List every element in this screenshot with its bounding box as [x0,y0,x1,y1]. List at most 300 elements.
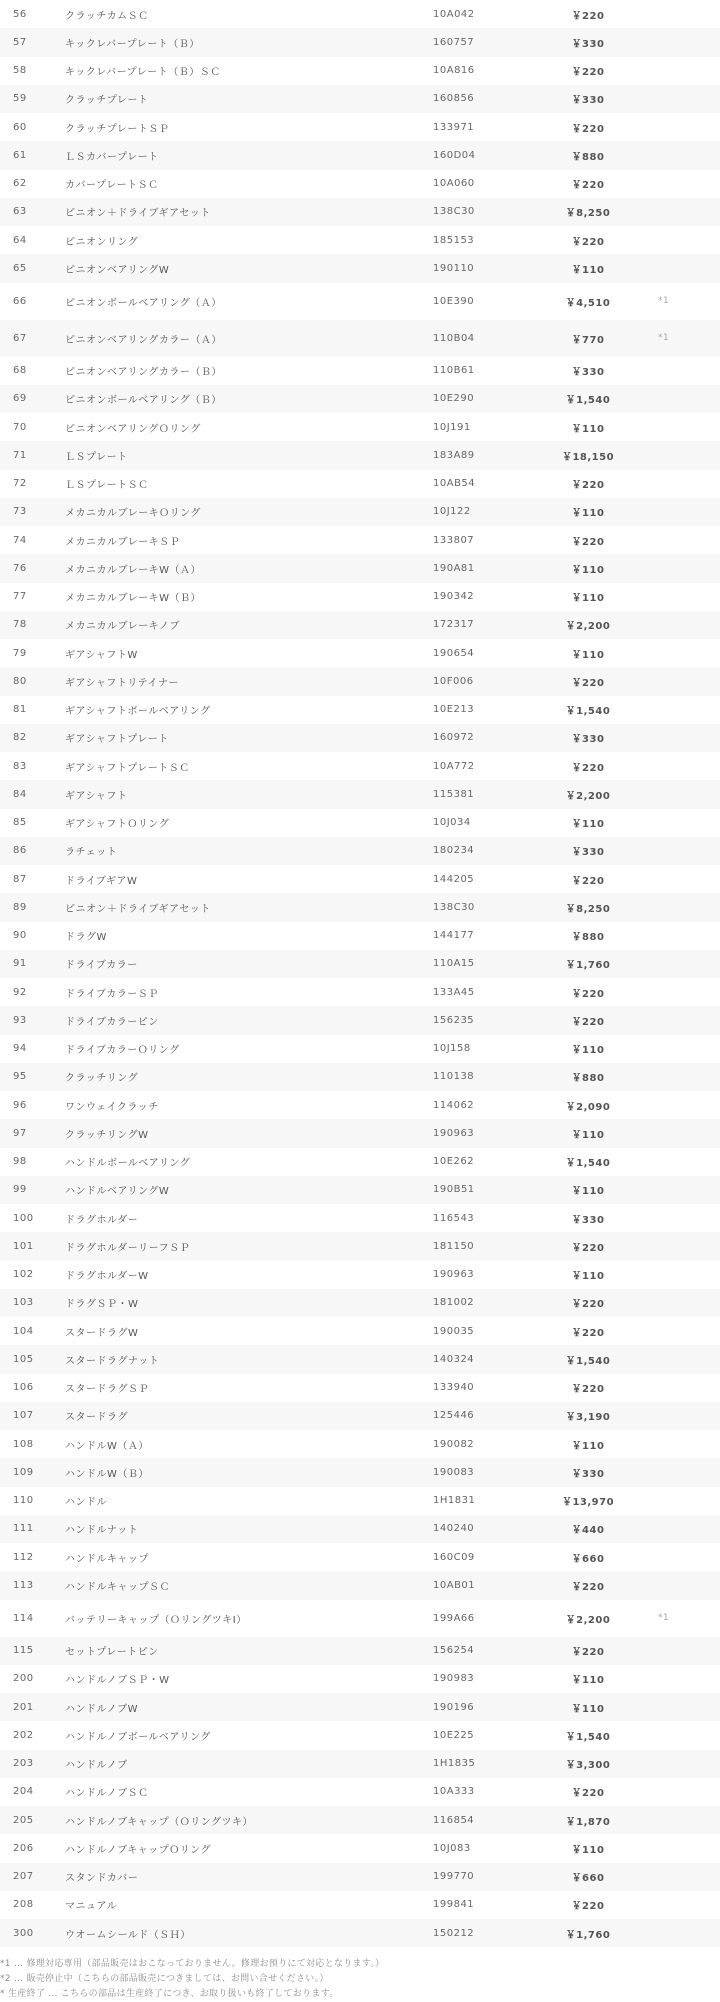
part-name: ドラグホルダーリーフＳＰ [65,1232,433,1260]
table-row [0,141,720,169]
part-code: 1H1831 [433,1495,476,1507]
part-number: 57 [0,28,65,56]
footnote: *1 … 修理対応専用（部品販売はおこなっておりません。修理お預りにて対応となります。） [0,1959,385,1970]
part-note [638,1515,720,1543]
part-code: 110138 [433,1063,538,1091]
part-price: ￥660 [571,1553,605,1565]
table-row [0,1176,720,1204]
part-number: 90 [13,930,27,942]
part-note [638,724,720,752]
part-code: 160D04 [433,141,538,169]
part-price: ￥110 [571,423,605,435]
part-number: 85 [13,817,27,829]
part-number: 109 [0,1458,65,1486]
part-name: クラッチリングW [65,1119,433,1147]
part-code: 110A15 [433,950,538,978]
part-number: 98 [13,1156,27,1168]
part-code: 190196 [433,1693,538,1721]
part-note [638,470,720,498]
part-code: 190342 [433,591,475,603]
part-note [638,1232,720,1260]
part-price: ￥220 [538,1637,638,1665]
part-price: ￥110 [538,498,638,526]
part-name: ドラグW [65,932,107,944]
part-price: ￥8,250 [538,198,638,226]
part-price: ￥220 [571,875,605,887]
part-code: 10A333 [433,1786,475,1798]
part-name: ピニオンボールベアリング（Ａ） [65,297,222,309]
part-name: ドライブカラーピン [65,1006,433,1034]
part-code: 10F006 [433,667,538,695]
part-name: ハンドルノブＳＣ [65,1788,149,1800]
part-number: 200 [13,1673,34,1685]
part-code: 190963 [433,1119,538,1147]
table-row [0,1863,720,1891]
part-name: ハンドルナット [65,1515,433,1543]
part-note [638,1119,720,1147]
table-row [0,752,720,780]
part-note: *1 [658,1613,670,1623]
part-name: ＬＳカバープレート [65,141,433,169]
part-price: ￥220 [538,667,638,695]
part-number: 74 [13,534,27,546]
part-name: スタードラグＳＰ [65,1384,149,1396]
table-row [0,1317,720,1345]
part-name: キックレバープレート（Ｂ）ＳＣ [65,67,221,79]
part-number: 112 [13,1551,34,1563]
part-name: ピニオンベアリングカラー（Ｂ） [65,367,222,379]
footnotes [0,1947,720,2002]
part-code: 10J122 [433,498,538,526]
part-price: ￥110 [571,1045,605,1057]
part-price: ￥440 [538,1515,638,1543]
table-row [0,357,720,385]
part-code: 190B51 [433,1176,538,1204]
part-number: 61 [0,141,65,169]
part-code: 185153 [433,234,475,246]
part-note [638,1693,720,1721]
table-row [0,198,720,226]
table-row [0,1487,720,1515]
part-price: ￥110 [571,819,605,831]
table-row [0,696,720,724]
part-number: 206 [13,1842,34,1854]
part-number: 60 [13,121,27,133]
part-code: 190082 [433,1438,475,1450]
part-note [638,441,720,469]
part-price: ￥220 [571,762,605,774]
part-price: ￥1,540 [538,385,638,413]
part-note [638,1863,720,1891]
part-name: ピニオンベアリングW [65,254,433,282]
part-price: ￥220 [571,988,605,1000]
part-note [638,809,720,837]
table-row [0,1834,720,1862]
part-number: 77 [13,591,27,603]
part-code: 10E290 [433,385,538,413]
table-row [0,1091,720,1119]
part-note [638,978,720,1006]
part-price: ￥2,200 [538,611,638,639]
table-row [0,1374,720,1402]
table-row [0,1204,720,1232]
part-note [638,526,720,554]
table-row [0,1006,720,1034]
part-number: 101 [0,1232,65,1260]
part-name: カバープレートＳＣ [65,180,159,192]
part-name: ワンウェイクラッチ [65,1101,159,1113]
table-row [0,1119,720,1147]
part-price: ￥220 [571,1384,605,1396]
part-price: ￥220 [571,10,605,22]
table-row [0,1637,720,1665]
table-row [0,865,720,893]
part-note [638,413,720,441]
part-price: ￥220 [571,480,605,492]
table-row [0,1232,720,1260]
part-number: 68 [13,365,27,377]
part-name: ドライブカラーＳＰ [65,988,159,1000]
table-row [0,1571,720,1599]
part-note [638,85,720,113]
part-note [638,950,720,978]
part-number: 205 [0,1806,65,1834]
part-name: ハンドルノブキャップＯリング [65,1844,211,1856]
table-row [0,554,720,582]
table-row [0,809,720,837]
table-row [0,526,720,554]
part-note [638,57,720,85]
part-code: 10A060 [433,178,475,190]
table-row [0,1806,720,1834]
part-number: 95 [0,1063,65,1091]
part-name: クラッチプレートＳＰ [65,123,170,135]
part-code: 133971 [433,121,475,133]
part-code: 10AB54 [433,478,476,490]
table-row [0,28,720,56]
part-note [638,837,720,865]
table-row [0,1543,720,1571]
part-name: スタードラグ [65,1402,433,1430]
part-number: 111 [0,1515,65,1543]
part-code: 10A042 [433,8,475,20]
part-name: メカニカルブレーキノブ [65,611,433,639]
part-note [638,113,720,141]
part-note [638,1806,720,1834]
part-number: 110 [13,1495,34,1507]
part-note [638,1571,720,1599]
part-code: 160757 [433,28,538,56]
part-price: ￥1,760 [538,950,638,978]
table-row [0,1721,720,1749]
part-name: ギアシャフトプレートＳＣ [65,762,190,774]
part-price: ￥220 [571,1901,605,1913]
part-name: クラッチリング [65,1063,433,1091]
part-note [638,1721,720,1749]
part-code: 180234 [433,837,538,865]
table-row [0,85,720,113]
part-note [638,639,720,667]
table-row [0,922,720,950]
part-price: ￥8,250 [538,893,638,921]
part-price: ￥2,200 [565,1614,611,1626]
part-name: ドライブカラーＯリング [65,1045,180,1057]
part-price: ￥220 [571,1788,605,1800]
part-price: ￥1,540 [538,1345,638,1373]
part-note: *1 [638,320,720,357]
part-number: 105 [0,1345,65,1373]
part-name: ギアシャフト [65,780,433,808]
part-name: ハンドルノブキャップ（Ｏリングツキ） [65,1806,433,1834]
part-code: 181002 [433,1289,538,1317]
part-code: 10E390 [433,295,475,307]
part-code: 190983 [433,1673,475,1685]
part-name: ＬＳプレートＳＣ [65,480,149,492]
part-note [638,28,720,56]
part-price: ￥880 [571,932,605,944]
part-price: ￥330 [538,85,638,113]
part-note [638,0,720,28]
part-note [638,1919,720,1947]
part-price: ￥220 [538,1006,638,1034]
part-number: 113 [0,1571,65,1599]
part-code: 199A66 [433,1612,475,1624]
table-row [0,441,720,469]
part-number: 84 [0,780,65,808]
part-price: ￥110 [571,593,605,605]
part-price: ￥3,300 [538,1750,638,1778]
table-row [0,1402,720,1430]
part-code: 140324 [433,1345,538,1373]
part-number: 78 [0,611,65,639]
part-note [638,1665,720,1693]
part-number: 102 [13,1269,34,1281]
part-price: ￥330 [538,724,638,752]
part-price: ￥660 [538,1863,638,1891]
part-code: 144205 [433,873,475,885]
part-price: ￥110 [538,1693,638,1721]
part-code: 10J034 [433,817,471,829]
part-note: *1 [658,296,670,306]
part-number: 62 [13,178,27,190]
part-number: 104 [13,1325,34,1337]
part-price: ￥13,970 [561,1497,615,1509]
part-price: ￥770 [538,320,638,357]
part-code: 10E262 [433,1156,475,1168]
part-number: 106 [13,1382,34,1394]
part-price: ￥330 [571,367,605,379]
part-number: 94 [13,1043,27,1055]
table-row [0,413,720,441]
part-number: 107 [0,1402,65,1430]
table-row [0,639,720,667]
part-price: ￥220 [571,236,605,248]
table-row [0,1458,720,1486]
part-name: メカニカルブレーキＳＰ [65,536,181,548]
part-note [638,1778,720,1806]
table-row [0,1919,720,1947]
table-row [0,1035,720,1063]
part-price: ￥1,540 [565,1731,611,1743]
part-price: ￥330 [538,1458,638,1486]
part-note [638,1637,720,1665]
part-name: ハンドルボールベアリング [65,1158,191,1170]
part-code: 156235 [433,1006,538,1034]
part-number: 70 [13,421,27,433]
part-price: ￥330 [538,837,638,865]
part-name: ハンドルキャップＳＣ [65,1571,433,1599]
table-row [0,170,720,198]
part-number: 115 [0,1637,65,1665]
part-code: 138C30 [433,198,538,226]
part-code: 190963 [433,1269,475,1281]
part-name: ギアシャフトW [65,649,138,661]
table-row [0,1261,720,1289]
part-code: 160856 [433,85,538,113]
part-name: ウオームシールド（ＳＨ） [65,1919,433,1947]
part-price: ￥220 [571,180,605,192]
part-note [638,865,720,893]
part-name: ＬＳプレート [65,441,433,469]
part-note [638,1006,720,1034]
part-number: 76 [0,554,65,582]
part-code: 190035 [433,1325,475,1337]
table-row [0,1345,720,1373]
part-note [638,357,720,385]
part-note [638,1402,720,1430]
part-name: ギアシャフトプレート [65,724,433,752]
table-row [0,283,720,320]
part-number: 80 [0,667,65,695]
part-number: 79 [13,647,27,659]
part-note [638,583,720,611]
part-note [638,1458,720,1486]
part-name: ドライブギアW [65,875,138,887]
part-code: 150212 [433,1919,538,1947]
part-price: ￥220 [571,67,605,79]
part-note [638,1261,720,1289]
part-name: ドラグＳＰ・W [65,1289,433,1317]
part-name: バッテリーキャップ（ＯリングツキI） [65,1614,247,1626]
part-code: 156254 [433,1637,538,1665]
part-code: 144177 [433,930,475,942]
table-row [0,1665,720,1693]
part-code: 199841 [433,1899,475,1911]
table-row [0,1600,720,1637]
part-name: スタンドカバー [65,1863,433,1891]
part-name: マニュアル [65,1901,118,1913]
part-code: 1H1835 [433,1750,538,1778]
part-code: 115381 [433,780,538,808]
part-name: ハンドルノブ [65,1750,433,1778]
part-price: ￥330 [571,1214,605,1226]
part-code: 160972 [433,724,538,752]
part-number: 65 [0,254,65,282]
table-row [0,320,720,357]
table-row [0,226,720,254]
part-number: 87 [13,873,27,885]
part-price: ￥18,150 [538,441,638,469]
part-number: 204 [13,1786,34,1798]
part-number: 202 [13,1729,34,1741]
part-note [638,1176,720,1204]
part-price: ￥110 [538,1119,638,1147]
part-code: 10AB01 [433,1571,538,1599]
part-number: 207 [0,1863,65,1891]
table-row [0,893,720,921]
part-name: メカニカルブレーキW（Ｂ） [65,593,201,605]
part-code: 114062 [433,1099,475,1111]
part-code: 10E225 [433,1729,475,1741]
part-name: キックレバープレート（Ｂ） [65,28,433,56]
part-note [638,226,720,254]
part-note [638,1035,720,1063]
part-note [638,198,720,226]
part-number: 114 [13,1612,34,1624]
part-note [638,1430,720,1458]
part-price: ￥110 [538,554,638,582]
part-code: 10J191 [433,421,471,433]
table-row [0,1778,720,1806]
part-name: ドライブカラー [65,950,433,978]
part-number: 203 [0,1750,65,1778]
part-note [638,752,720,780]
part-note [638,1487,720,1515]
part-number: 71 [0,441,65,469]
part-name: ギアシャフトリテイナー [65,667,433,695]
part-note [638,1750,720,1778]
part-note [638,1317,720,1345]
part-name: ハンドルノブボールベアリング [65,1731,211,1743]
part-name: メカニカルブレーキW（Ａ） [65,554,433,582]
part-note [638,696,720,724]
part-code: 110B61 [433,365,475,377]
part-note [638,1204,720,1232]
part-note [638,554,720,582]
part-number: 96 [13,1099,27,1111]
part-number: 67 [0,320,65,357]
part-number: 81 [13,704,27,716]
table-row [0,724,720,752]
part-code: 133807 [433,534,475,546]
part-code: 110B04 [433,320,538,357]
part-number: 69 [0,385,65,413]
part-note [638,1891,720,1919]
part-price: ￥880 [538,141,638,169]
part-code: 10J083 [433,1842,471,1854]
table-row [0,1693,720,1721]
part-code: 181150 [433,1232,538,1260]
part-name: ハンドルノブW [65,1693,433,1721]
part-note [638,1543,720,1571]
part-number: 86 [0,837,65,865]
part-note [638,1063,720,1091]
part-price: ￥220 [571,536,605,548]
part-price: ￥110 [571,1844,605,1856]
part-name: メカニカルブレーキＯリング [65,498,433,526]
part-name: ハンドル [65,1497,107,1509]
part-number: 72 [13,478,27,490]
part-name: ハンドルW（Ｂ） [65,1458,433,1486]
part-number: 63 [0,198,65,226]
part-name: スタードラグW [65,1327,139,1339]
part-number: 93 [0,1006,65,1034]
part-name: ラチェット [65,837,433,865]
part-number: 99 [0,1176,65,1204]
part-number: 82 [0,724,65,752]
part-code: 10E213 [433,704,475,716]
part-name: ピニオン＋ドライブギアセット [65,893,433,921]
